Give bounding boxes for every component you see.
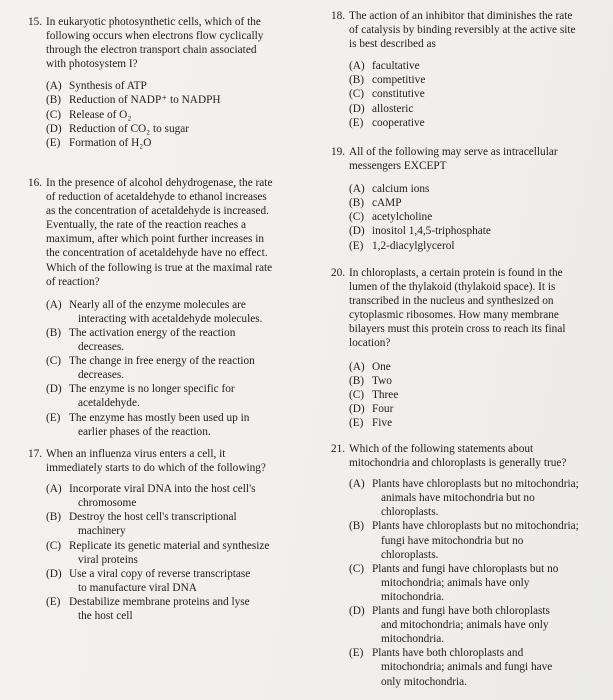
answer-choice-e[interactable]	[46, 595, 304, 623]
choice-text: constitutive	[372, 88, 425, 101]
answer-choice-d[interactable]	[349, 224, 606, 238]
choice-letter: (C)	[349, 562, 365, 575]
choice-text: Plants have chloroplasts but no mitochondria;	[372, 520, 579, 533]
question-stem	[331, 442, 606, 470]
choice-text: calcium ions	[372, 183, 430, 196]
answer-choice-d[interactable]	[46, 122, 304, 136]
answer-choice-b[interactable]	[349, 374, 606, 388]
question-number: 18.	[331, 10, 346, 22]
stem-line: through the electron transport chain associated	[46, 44, 257, 57]
answer-choice-e[interactable]	[46, 136, 304, 150]
stem-line: following occurs when electrons flow cyclically	[46, 30, 264, 43]
choice-text: Incorporate viral DNA into the host cell's	[69, 483, 256, 496]
answer-choice-b[interactable]	[349, 519, 606, 561]
choice-text: Three	[372, 388, 399, 401]
question-number: 17.	[28, 448, 43, 460]
answer-choice-c[interactable]	[46, 108, 304, 122]
choice-letter: (B)	[46, 326, 62, 339]
choice-text: competitive	[372, 74, 426, 87]
stem-line: When an influenza virus enters a cell, it	[46, 448, 226, 460]
answer-choice-d[interactable]	[349, 102, 606, 116]
answer-choice-d[interactable]	[349, 604, 606, 646]
answer-choice-a[interactable]	[349, 182, 606, 196]
choice-text: Plants have chloroplasts but no mitochondria;	[372, 478, 579, 491]
choice-letter: (C)	[349, 388, 365, 401]
question-18	[331, 9, 606, 130]
answer-choice-a[interactable]	[349, 360, 606, 374]
choice-text-continued: only mitochondria.	[381, 675, 467, 688]
choice-letter: (E)	[349, 116, 364, 129]
choice-letter: (E)	[349, 647, 364, 660]
choice-text: facultative	[372, 60, 420, 73]
answer-choices	[28, 482, 304, 623]
choice-letter: (C)	[349, 88, 365, 101]
stem-line: transcribed in the nucleus and synthesized on	[349, 295, 554, 308]
question-number: 19.	[331, 146, 346, 158]
stem-line: the concentration of acetaldehyde have no effect.	[46, 247, 268, 260]
stem-line: with photosystem I?	[46, 58, 138, 71]
choice-letter: (A)	[349, 60, 365, 73]
choice-text-continued: mitochondria; animals have only	[381, 576, 530, 589]
choice-letter: (A)	[46, 298, 62, 311]
answer-choice-a[interactable]	[46, 482, 304, 510]
answer-choices	[331, 360, 606, 430]
choice-text: Replicate its genetic material and synthesize	[69, 539, 270, 552]
choice-letter: (A)	[46, 483, 62, 496]
choice-text: One	[372, 360, 391, 373]
choice-text: Two	[372, 374, 392, 387]
stem-line: lumen of the thylakoid (thylakoid space). It is	[349, 281, 556, 294]
question-21	[331, 442, 606, 689]
choice-letter: (D)	[46, 383, 62, 396]
choice-text-continued: to manufacture viral DNA	[78, 581, 197, 594]
question-stem	[28, 447, 304, 475]
choice-letter: (C)	[349, 211, 365, 224]
question-number: 15.	[28, 16, 43, 28]
stem-line: In chloroplasts, a certain protein is found in the	[349, 267, 563, 279]
choice-letter: (B)	[349, 197, 365, 210]
choice-letter: (A)	[349, 478, 365, 491]
answer-choice-e[interactable]	[349, 416, 606, 430]
choice-text: The activation energy of the reaction	[69, 326, 236, 339]
choice-text-continued: chloroplasts.	[381, 506, 439, 519]
choice-text-continued: chromosome	[78, 497, 137, 510]
answer-choice-a[interactable]	[46, 79, 304, 93]
choice-text: cAMP	[372, 197, 402, 210]
answer-choice-e[interactable]	[349, 646, 606, 688]
stem-line: as the concentration of acetaldehyde is increased.	[46, 205, 270, 218]
answer-choice-b[interactable]	[46, 93, 304, 107]
choice-letter: (E)	[46, 595, 61, 608]
question-stem	[331, 9, 606, 51]
choice-letter: (A)	[349, 183, 365, 196]
answer-choice-a[interactable]	[349, 59, 606, 73]
choice-text: Plants and fungi have both chloroplasts	[372, 605, 550, 618]
answer-choice-e[interactable]	[46, 411, 304, 439]
choice-letter: (B)	[349, 374, 365, 387]
choice-text: Nearly all of the enzyme molecules are	[69, 298, 246, 311]
choice-letter: (C)	[46, 355, 62, 368]
answer-choice-a[interactable]	[46, 298, 304, 326]
question-number: 21.	[331, 443, 346, 455]
stem-line: Which of the following statements about	[349, 443, 534, 455]
answer-choice-b[interactable]	[46, 326, 304, 354]
choice-letter: (E)	[349, 239, 364, 252]
choice-text-continued: decreases.	[78, 341, 125, 354]
choice-text-continued: acetaldehyde.	[78, 397, 140, 410]
choice-text: The change in free energy of the reaction	[69, 355, 255, 368]
question-17	[28, 447, 304, 623]
answer-choices	[28, 79, 304, 149]
choice-text: inositol 1,4,5-triphosphate	[372, 225, 491, 238]
answer-choice-d[interactable]	[46, 567, 304, 595]
choice-text-continued: and mitochondria; animals have only	[381, 619, 549, 632]
choice-text: The enzyme is no longer specific for	[69, 383, 235, 396]
answer-choice-d[interactable]	[46, 382, 304, 410]
question-stem	[331, 145, 606, 173]
choice-text-continued: decreases.	[78, 369, 125, 382]
choice-text: allosteric	[372, 102, 414, 115]
question-number: 16.	[28, 177, 43, 189]
answer-choice-c[interactable]	[349, 388, 606, 402]
question-15	[28, 15, 304, 150]
choice-text-continued: viral proteins	[78, 553, 138, 566]
choice-text-continued: animals have mitochondria but no	[381, 492, 535, 505]
choice-letter: (E)	[46, 411, 61, 424]
choice-letter: (D)	[349, 402, 365, 415]
choice-text: Reduction of CO₂ to sugar	[69, 122, 190, 135]
answer-choice-b[interactable]	[349, 73, 606, 87]
stem-line: maximum, after which point further increases in	[46, 233, 265, 246]
choice-text: cooperative	[372, 116, 425, 129]
stem-line: of reaction?	[46, 275, 100, 288]
stem-line: of reduction of acetaldehyde to ethanol increases	[46, 191, 267, 204]
choice-text: Four	[372, 402, 394, 415]
choice-letter: (C)	[46, 539, 62, 552]
choice-text: Destroy the host cell's transcriptional	[69, 511, 237, 524]
choice-text: The enzyme has mostly been used up in	[69, 411, 250, 424]
choice-text-continued: fungi have mitochondria but no	[381, 534, 524, 547]
choice-letter: (D)	[46, 122, 62, 135]
answer-choice-e[interactable]	[349, 116, 606, 130]
stem-line: In the presence of alcohol dehydrogenase, the rate	[46, 177, 273, 189]
question-19	[331, 145, 606, 253]
choice-letter: (E)	[46, 136, 61, 149]
answer-choices	[28, 298, 304, 439]
question-20	[331, 266, 606, 430]
answer-choice-c[interactable]	[46, 539, 304, 567]
question-16	[28, 176, 304, 439]
choice-text-continued: interacting with acetaldehyde molecules.	[78, 312, 263, 325]
stem-line: messengers EXCEPT	[349, 160, 447, 173]
choice-text: Synthesis of ATP	[69, 80, 147, 93]
answer-choices	[331, 182, 606, 252]
answer-choice-a[interactable]	[349, 477, 606, 519]
choice-text: Release of O₂	[69, 108, 132, 121]
choice-text: Plants and fungi have chloroplasts but no	[372, 562, 559, 575]
choice-text-continued: the host cell	[78, 610, 133, 623]
stem-line: cytoplasmic ribosomes. How many membrane	[349, 309, 559, 322]
answer-choice-b[interactable]	[46, 510, 304, 538]
answer-choice-c[interactable]	[46, 354, 304, 382]
choice-text: Destabilize membrane proteins and lyse	[69, 595, 250, 608]
answer-choice-c[interactable]	[349, 210, 606, 224]
choice-text: Formation of H₂O	[69, 136, 152, 149]
choice-text: Plants have both chloroplasts and	[372, 647, 524, 660]
choice-letter: (C)	[46, 108, 62, 121]
choice-text: Reduction of NADP⁺ to NADPH	[69, 94, 221, 107]
choice-text-continued: mitochondria.	[381, 633, 445, 646]
question-stem	[28, 176, 304, 289]
stem-line: location?	[349, 337, 391, 350]
choice-letter: (B)	[46, 511, 62, 524]
choice-letter: (A)	[46, 80, 62, 93]
choice-letter: (D)	[349, 102, 365, 115]
choice-text: 1,2-diacylglycerol	[372, 239, 455, 252]
answer-choice-e[interactable]	[349, 239, 606, 253]
choice-text-continued: mitochondria; animals and fungi have	[381, 661, 553, 674]
stem-line: Eventually, the rate of the reaction reaches a	[46, 219, 246, 232]
question-number: 20.	[331, 267, 346, 279]
stem-line: immediately starts to do which of the following?	[46, 462, 266, 475]
choice-text: acetylcholine	[372, 211, 433, 224]
question-stem	[28, 15, 304, 71]
answer-choice-c[interactable]	[349, 562, 606, 604]
choice-text: Use a viral copy of reverse transcriptase	[69, 567, 251, 580]
stem-line: All of the following may serve as intracellular	[349, 146, 558, 158]
answer-choice-c[interactable]	[349, 87, 606, 101]
stem-line: mitochondria and chloroplasts is generally true?	[349, 457, 567, 470]
answer-choice-d[interactable]	[349, 402, 606, 416]
stem-line: bilayers must this protein cross to reach its final	[349, 323, 566, 336]
choice-text-continued: machinery	[78, 525, 126, 538]
choice-letter: (B)	[46, 94, 62, 107]
choice-text: Five	[372, 416, 393, 429]
answer-choices	[331, 477, 606, 688]
choice-text-continued: earlier phases of the reaction.	[78, 425, 211, 438]
answer-choice-b[interactable]	[349, 196, 606, 210]
choice-letter: (A)	[349, 360, 365, 373]
choice-letter: (D)	[46, 567, 62, 580]
choice-text-continued: mitochondria.	[381, 590, 445, 603]
choice-letter: (D)	[349, 225, 365, 238]
stem-line: The action of an inhibitor that diminishes the rate	[349, 10, 573, 22]
question-stem	[331, 266, 606, 351]
choice-text-continued: chloroplasts.	[381, 548, 439, 561]
choice-letter: (E)	[349, 416, 364, 429]
stem-line: of catalysis by binding reversibly at the active site	[349, 24, 576, 37]
choice-letter: (B)	[349, 520, 365, 533]
choice-letter: (D)	[349, 605, 365, 618]
stem-line: In eukaryotic photosynthetic cells, which of the	[46, 16, 261, 28]
answer-choices	[331, 59, 606, 129]
stem-line: is best described as	[349, 38, 436, 51]
choice-letter: (B)	[349, 74, 365, 87]
stem-line: Which of the following is true at the maximal rate	[46, 261, 273, 274]
